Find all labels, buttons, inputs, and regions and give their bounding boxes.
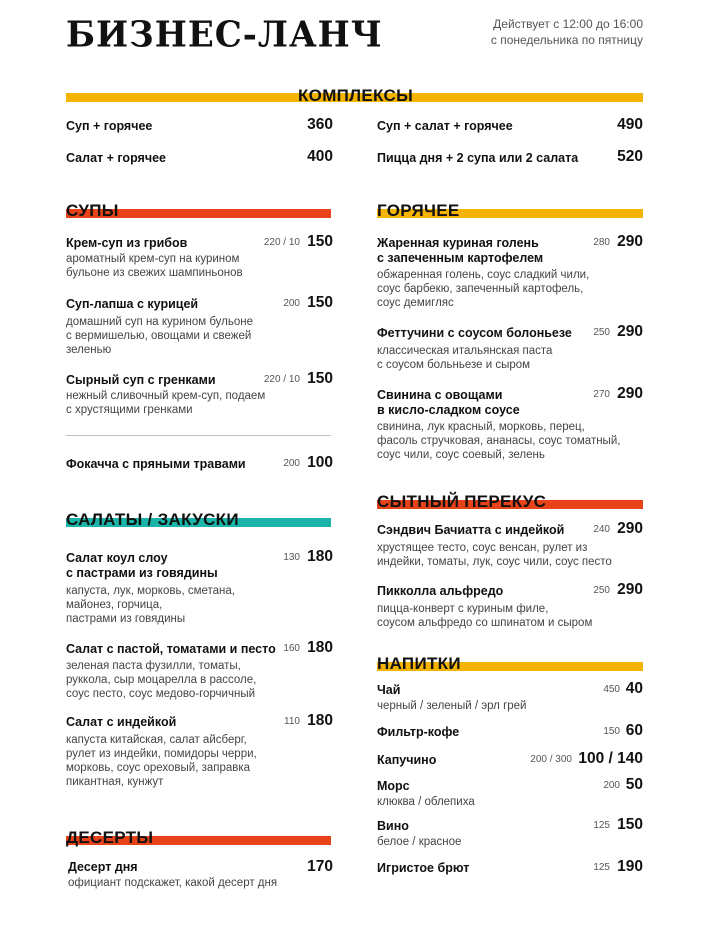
menu-item-weight: 250 (593, 327, 610, 338)
menu-item-weight: 270 (593, 389, 610, 400)
menu-item-price: 100 / 140 (578, 750, 643, 767)
menu-item-price: 180 (307, 712, 333, 729)
menu-item-weight: 125 (593, 862, 610, 873)
hot-title: ГОРЯЧЕЕ (377, 201, 460, 220)
menu-item-name: Морс (377, 779, 410, 793)
menu-item-name: с запеченным картофелем (377, 251, 544, 265)
menu-item-weight: 125 (593, 820, 610, 831)
menu-item-price: 150 (307, 370, 333, 387)
menu-item-desc: соус чили, соус соевый, зелень (377, 449, 545, 461)
menu-item-desc: индейки, томаты, лук, соус чили, соус песто (377, 556, 612, 568)
menu-item-weight: 220 / 10 (263, 374, 300, 385)
menu-item-desc: ароматный крем-суп на курином (66, 253, 240, 265)
menu-item-price: 290 (617, 520, 643, 537)
menu-item-desc: официант подскажет, какой десерт дня (68, 877, 278, 889)
menu-item-price: 290 (617, 385, 643, 402)
menu-item-desc: обжаренная голень, соус сладкий чили, (377, 269, 590, 281)
menu-item-desc: с хрустящими гренками (66, 404, 193, 416)
combos-title: КОМПЛЕКСЫ (298, 86, 414, 105)
menu-item-weight: 200 (283, 298, 300, 309)
menu-item-name: Игристое брют (377, 861, 470, 875)
menu-item-desc: зеленая паста фузилли, томаты, (66, 660, 241, 672)
menu-item-desc: клюква / облепиха (377, 796, 475, 808)
days-line: с понедельника по пятницу (490, 33, 643, 47)
drinks-title: НАПИТКИ (377, 654, 461, 673)
menu-item-price: 180 (307, 639, 333, 656)
page-title: БИЗНЕС-ЛАНЧ (66, 14, 383, 56)
menu-item-weight: 240 (593, 524, 610, 535)
menu-item-desc: руккола, сыр моцарелла в рассоле, (66, 674, 257, 686)
menu-item-desc: классическая итальянская паста (377, 345, 553, 357)
menu-item-weight: 450 (603, 684, 620, 695)
menu-item-name: Салат с индейкой (66, 715, 177, 729)
menu-item-desc: пикантная, кунжут (66, 776, 164, 788)
salads-title: САЛАТЫ / ЗАКУСКИ (66, 510, 239, 529)
snack-title: СЫТНЫЙ ПЕРЕКУС (377, 492, 547, 511)
menu-item-name: с пастрами из говядины (66, 566, 218, 580)
menu-item-name: Крем-суп из грибов (66, 236, 188, 250)
combo-item-price: 490 (617, 116, 643, 133)
menu-item-price: 40 (625, 680, 643, 697)
combo-item-name: Суп + салат + горячее (377, 119, 513, 133)
menu-item-weight: 220 / 10 (263, 237, 300, 248)
menu-item-name: Фильтр-кофе (377, 725, 460, 739)
menu-item-name: Суп-лапша с курицей (66, 297, 199, 311)
hours-note (491, 16, 643, 48)
menu-item-name: Фокачча с пряными травами (66, 457, 246, 471)
menu-item-name: в кисло-сладком соусе (377, 403, 520, 417)
soups-title: СУПЫ (66, 201, 119, 220)
menu-item-price: 290 (617, 581, 643, 598)
menu-item-weight: 200 (283, 458, 300, 469)
menu-item-price: 150 (617, 816, 643, 833)
desserts-title: ДЕСЕРТЫ (66, 828, 154, 847)
menu-item-desc: пицца-конверт с куриным филе, (377, 603, 549, 615)
menu-item-desc: соус барбекю, запеченный картофель, (377, 283, 584, 295)
menu-item-weight: 250 (593, 585, 610, 596)
divider (66, 435, 331, 436)
menu-item-name: Жаренная куриная голень (377, 236, 539, 250)
menu-item-price: 290 (617, 323, 643, 340)
menu-item-name: Сэндвич Бачиатта с индейкой (377, 523, 565, 537)
menu-item-price: 150 (307, 294, 333, 311)
menu-item-name: Сырный суп с гренками (66, 373, 216, 387)
combo-item-price: 400 (307, 148, 333, 165)
menu-item-price: 100 (307, 454, 333, 471)
menu-item-desc: капуста китайская, салат айсберг, (66, 734, 247, 746)
combo-item-name: Пицца дня + 2 супа или 2 салата (377, 151, 579, 165)
menu-item-weight: 110 (284, 716, 300, 727)
menu-item-desc: белое / красное (377, 836, 462, 848)
combo-item-price: 520 (617, 148, 643, 165)
menu-item-desc: зеленью (66, 344, 112, 356)
menu-item-name: Пикколла альфредо (377, 584, 504, 598)
combo-item-price: 360 (307, 116, 333, 133)
menu-item-name: Феттучини с соусом болоньезе (377, 326, 572, 340)
menu-item-desc: с соусом больньезе и сыром (377, 359, 531, 371)
combo-item-name: Салат + горячее (66, 151, 166, 165)
menu-item-desc: соусом альфредо со шпинатом и сыром (377, 617, 593, 629)
menu-item-desc: нежный сливочный крем-суп, подаем (66, 390, 266, 402)
menu-item-price: 290 (617, 233, 643, 250)
menu-item-weight: 280 (593, 237, 610, 248)
menu-item-price: 50 (625, 776, 643, 793)
menu-item-desc: черный / зеленый / эрл грей (377, 700, 527, 712)
menu-item-name: Вино (377, 819, 409, 833)
combo-item-name: Суп + горячее (66, 119, 153, 133)
menu-item-price: 180 (307, 548, 333, 565)
menu-item-weight: 150 (603, 726, 620, 737)
menu-item-desc: майонез, горчица, (66, 599, 163, 611)
menu-item-desc: бульоне из свежих шампиньонов (66, 267, 243, 279)
menu-item-name: Салат с пастой, томатами и песто (66, 642, 276, 656)
menu-item-desc: свинина, лук красный, морковь, перец, (377, 421, 585, 433)
menu-item-price: 150 (307, 233, 333, 250)
menu-item-desc: соус демигляс (377, 297, 454, 309)
menu-item-desc: капуста, лук, морковь, сметана, (66, 585, 235, 597)
hours-line: Действует с 12:00 до 16:00 (493, 17, 643, 31)
menu-item-desc: хрустящее тесто, соус венсан, рулет из (377, 542, 588, 554)
menu-item-price: 170 (307, 858, 333, 875)
menu-item-name: Десерт дня (68, 860, 138, 874)
menu-item-desc: с вермишелью, овощами и свежей (66, 330, 252, 342)
menu-item-desc: рулет из индейки, помидоры черри, (66, 748, 257, 760)
menu-item-name: Капучино (377, 753, 437, 767)
menu-item-weight: 130 (283, 552, 300, 563)
menu-item-desc: соус песто, соус медово-горчичный (66, 688, 256, 700)
menu-item-weight: 160 (283, 643, 300, 654)
menu-item-price: 190 (617, 858, 643, 875)
menu-item-desc: морковь, соус ореховый, заправка (66, 762, 251, 774)
menu-item-desc: домашний суп на курином бульоне (66, 316, 254, 328)
menu-item-desc: фасоль стручковая, ананасы, соус томатный, (377, 435, 621, 447)
menu-item-desc: пастрами из говядины (66, 613, 186, 625)
menu-item-name: Салат коул слоу (66, 551, 168, 565)
menu-item-name: Свинина с овощами (377, 388, 503, 402)
menu-item-weight: 200 (603, 780, 620, 791)
menu-item-name: Чай (377, 683, 401, 697)
menu-item-price: 60 (625, 722, 643, 739)
menu-item-weight: 200 / 300 (530, 754, 572, 765)
